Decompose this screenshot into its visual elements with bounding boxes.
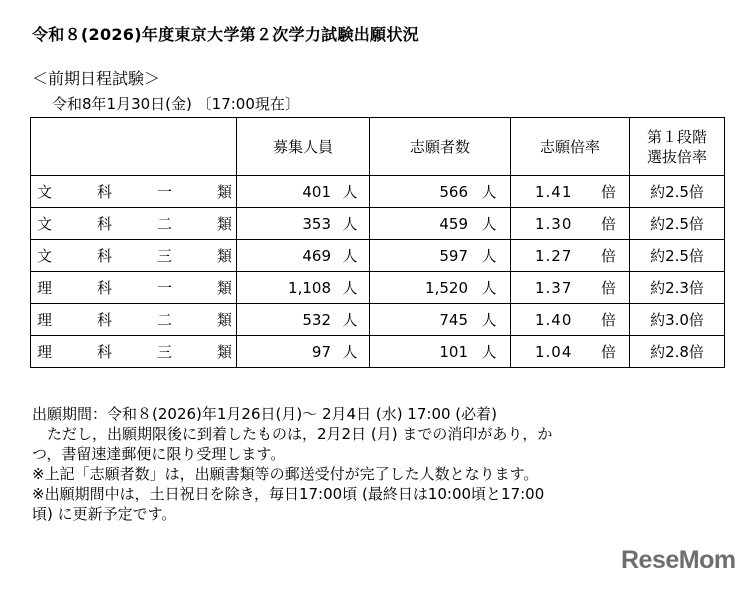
note-line: ※上記「志願者数」は，出願書類等の郵送受付が完了した人数となります。 (32, 465, 539, 483)
note-line: ただし，出願期限後に到着したものは，2月2日 (月) までの消印があり，か (32, 425, 553, 443)
note-line: つ，書留速達郵便に限り受理します。 (32, 445, 286, 463)
unit-people: 人 (481, 183, 497, 201)
applicants-cell (370, 336, 511, 368)
category-char: 科 (96, 215, 112, 233)
unit-ratio: 倍 (601, 279, 617, 297)
unit-people: 人 (342, 343, 358, 361)
category-char: 文 (37, 183, 53, 201)
applicants-cell (370, 176, 511, 208)
applicants-value: 597 (439, 246, 468, 265)
unit-ratio: 倍 (601, 343, 617, 361)
category-char: 科 (96, 311, 112, 329)
category-char: 理 (37, 343, 53, 361)
category-char: 類 (216, 343, 232, 361)
header-line: 選抜倍率 (646, 147, 707, 166)
capacity-value: 532 (302, 310, 331, 329)
section-heading: ＜前期日程試験＞ (32, 69, 161, 88)
table-row (31, 208, 725, 240)
category-char: 理 (37, 311, 53, 329)
table-row (31, 304, 725, 336)
category-char: 類 (216, 215, 232, 233)
category-char: 類 (216, 279, 232, 297)
ratio-cell (511, 304, 630, 336)
applicants-cell (370, 208, 511, 240)
applicants-value: 1,520 (425, 278, 468, 297)
unit-people: 人 (342, 311, 358, 329)
unit-ratio: 倍 (601, 215, 617, 233)
capacity-cell (237, 304, 370, 336)
ratio-cell (511, 176, 630, 208)
category-cell (31, 272, 237, 304)
applicants-cell (370, 272, 511, 304)
category-char: 類 (216, 247, 232, 265)
page-title: 令和８(2026)年度東京大学第２次学力試験出願状況 (32, 25, 419, 44)
category-char: 理 (37, 279, 53, 297)
selection-ratio-cell: 約2.5倍 (630, 240, 725, 272)
category-char: 文 (37, 247, 53, 265)
applicants-cell (370, 304, 511, 336)
applicants-cell (370, 240, 511, 272)
notes (32, 404, 732, 524)
capacity-value: 401 (302, 182, 331, 201)
header-selection-ratio (630, 118, 725, 176)
category-char: 二 (156, 215, 172, 233)
selection-ratio-cell: 約2.8倍 (630, 336, 725, 368)
category-cell (31, 240, 237, 272)
capacity-value: 353 (302, 214, 331, 233)
table-header-row (31, 118, 725, 176)
category-char: 三 (156, 343, 172, 361)
applicants-value: 566 (439, 182, 468, 201)
table-body (31, 176, 725, 368)
category-cell (31, 176, 237, 208)
applications-table (30, 117, 725, 368)
category-char: 類 (216, 311, 232, 329)
category-char: 類 (216, 183, 232, 201)
ratio-value: 1.41 (535, 182, 573, 201)
capacity-cell (237, 240, 370, 272)
unit-people: 人 (481, 311, 497, 329)
table-row (31, 176, 725, 208)
capacity-cell (237, 208, 370, 240)
capacity-cell (237, 272, 370, 304)
ratio-cell (511, 240, 630, 272)
header-applicants: 志願者数 (370, 118, 511, 176)
header-ratio: 志願倍率 (511, 118, 630, 176)
unit-ratio: 倍 (601, 183, 617, 201)
note-line: 頃) に更新予定です。 (32, 505, 177, 523)
unit-people: 人 (342, 215, 358, 233)
capacity-cell (237, 336, 370, 368)
ratio-value: 1.27 (535, 246, 573, 265)
table-row (31, 272, 725, 304)
note-line: ※出願期間中は，土日祝日を除き，毎日17:00頃 (最終日は10:00頃と17:00 (32, 485, 545, 503)
note-line: 出願期間：令和８(2026)年1月26日(月)～ 2月4日 (水) 17:00 (必着) (32, 405, 498, 423)
ratio-cell (511, 208, 630, 240)
category-char: 一 (156, 279, 172, 297)
category-char: 一 (156, 183, 172, 201)
unit-people: 人 (481, 215, 497, 233)
ratio-value: 1.04 (535, 342, 573, 361)
category-char: 科 (96, 183, 112, 201)
category-char: 二 (156, 311, 172, 329)
ratio-value: 1.40 (535, 310, 573, 329)
capacity-value: 1,108 (288, 278, 331, 297)
category-cell (31, 208, 237, 240)
capacity-cell (237, 176, 370, 208)
capacity-value: 469 (302, 246, 331, 265)
category-cell (31, 304, 237, 336)
applicants-value: 101 (439, 342, 468, 361)
selection-ratio-cell: 約2.5倍 (630, 208, 725, 240)
ratio-cell (511, 272, 630, 304)
header-category (31, 118, 237, 176)
selection-ratio-cell: 約2.3倍 (630, 272, 725, 304)
unit-people: 人 (481, 279, 497, 297)
selection-ratio-cell: 約3.0倍 (630, 304, 725, 336)
ratio-value: 1.37 (535, 278, 573, 297)
as-of-date: 令和8年1月30日(金) 〔17:00現在〕 (52, 95, 300, 113)
applicants-value: 745 (439, 310, 468, 329)
unit-people: 人 (481, 247, 497, 265)
unit-ratio: 倍 (601, 311, 617, 329)
unit-ratio: 倍 (601, 247, 617, 265)
category-char: 科 (96, 343, 112, 361)
category-cell (31, 336, 237, 368)
unit-people: 人 (342, 183, 358, 201)
selection-ratio-cell: 約2.5倍 (630, 176, 725, 208)
ratio-cell (511, 336, 630, 368)
applicants-value: 459 (439, 214, 468, 233)
unit-people: 人 (481, 343, 497, 361)
category-char: 科 (96, 279, 112, 297)
header-capacity: 募集人員 (237, 118, 370, 176)
header-line: 第１段階 (646, 127, 707, 146)
resemom-logo: ReseMom (621, 546, 736, 574)
category-char: 文 (37, 215, 53, 233)
category-char: 三 (156, 247, 172, 265)
category-char: 科 (96, 247, 112, 265)
table-row (31, 240, 725, 272)
unit-people: 人 (342, 247, 358, 265)
unit-people: 人 (342, 279, 358, 297)
ratio-value: 1.30 (535, 214, 573, 233)
capacity-value: 97 (311, 342, 331, 361)
table-row (31, 336, 725, 368)
